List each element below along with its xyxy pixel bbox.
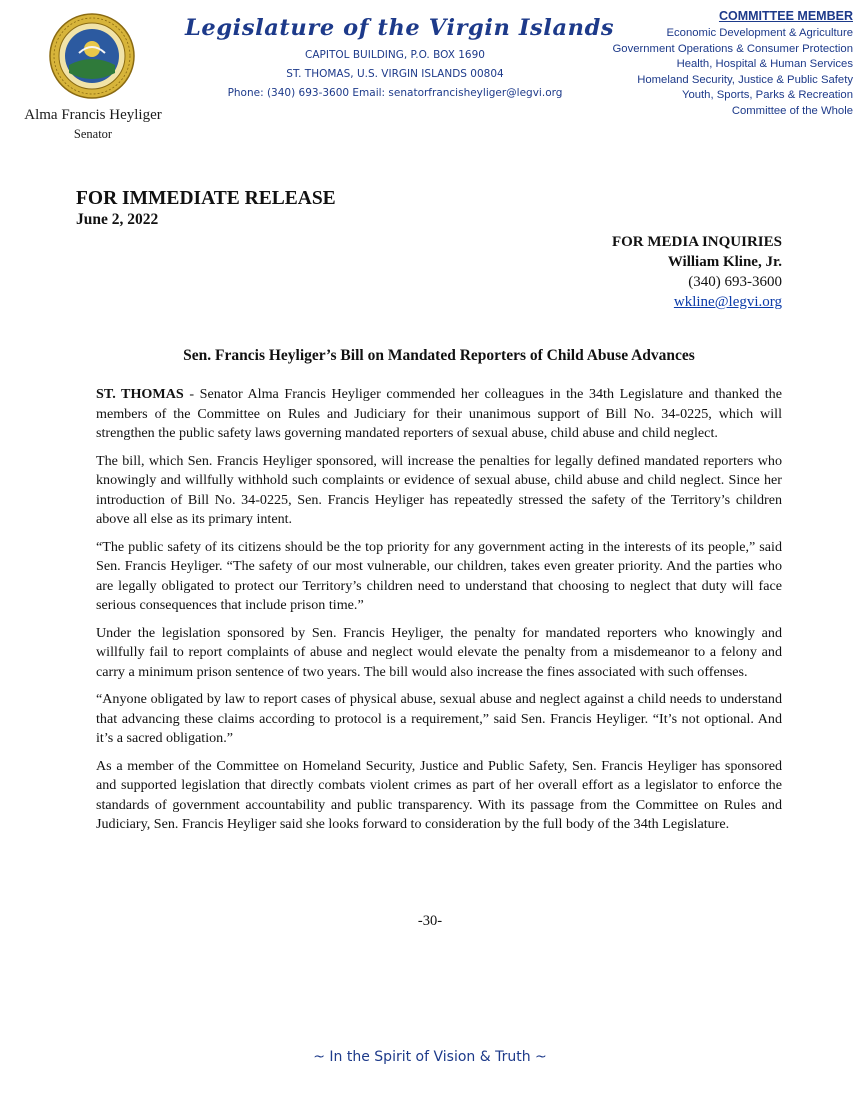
address-line-2: ST. THOMAS, U.S. VIRGIN ISLANDS 00804	[286, 68, 504, 80]
committee-list	[613, 26, 853, 120]
release-date: June 2, 2022	[76, 211, 159, 228]
committee-item: Homeland Security, Justice & Public Safety	[637, 73, 853, 86]
senator-name: Alma Francis Heyliger	[24, 107, 162, 123]
body-paragraph: “Anyone obligated by law to report cases of physical abuse, sexual abuse and neglect against a child needs to understand that advancing these claims according to protocol is a requirement,” said Sen. Francis Heyliger. “It’s not optional. And it’s a sacred obligation.”	[96, 691, 782, 746]
end-mark: -30-	[417, 913, 443, 929]
media-inquiries-block	[612, 232, 782, 312]
contact-line: Phone: (340) 693-3600 Email: senatorfrancisheyliger@legvi.org	[227, 87, 563, 99]
senator-title: Senator	[73, 127, 113, 141]
body-paragraph: As a member of the Committee on Homeland Security, Justice and Public Safety, Sen. Francis Heyliger has sponsored and supported legislation that directly combats violent crimes as part of her overall effort as a legislator to enforce the standards of government accountability and public transparency. With its passage from the Committee on Rules and Judiciary, Sen. Francis Heyliger said she looks forward to consideration by the full body of the 34th Legislature.	[96, 757, 782, 832]
media-label: FOR MEDIA INQUIRIES	[611, 234, 782, 250]
body-paragraph: “The public safety of its citizens should be the top priority for any government acting in the interests of its people,” said Sen. Francis Heyliger. “The safety of our most vulnerable, our children, takes even greater priority. And the parties who are legally obligated to protect our Territory’s children need to understand that choosing to neglect that duty will face serious consequences that include prison time.”	[96, 538, 782, 613]
press-release-headline: Sen. Francis Heyliger’s Bill on Mandated Reporters of Child Abuse Advances	[183, 347, 695, 364]
organization-title: Legislature of the Virgin Islands	[185, 15, 615, 41]
committee-item: Health, Hospital & Human Services	[676, 58, 853, 71]
media-contact-name: William Kline, Jr.	[667, 254, 782, 270]
legislature-seal-icon	[49, 13, 135, 99]
body-paragraph: ST. THOMAS - Senator Alma Francis Heyliger commended her colleagues in the 34th Legislature and thanked the members of the Committee on Rules and Judiciary for their unanimous support of Bill No. 34-0225, which will strengthen the public safety laws governing mandated reporters of sexual abuse, child abuse and child neglect.	[96, 386, 782, 441]
committee-item: Youth, Sports, Parks & Recreation	[681, 89, 853, 102]
body-paragraph: The bill, which Sen. Francis Heyliger sponsored, will increase the penalties for legally defined mandated reporters who knowingly and willfully withhold such complaints or evidence of sexual abuse, child abuse and child neglect. Since her introduction of Bill No. 34-0225, Sen. Francis Heyliger has repeatedly stressed the safety of the Territory’s children above all else as its primary intent.	[96, 452, 782, 527]
committee-heading: COMMITTEE MEMBER	[718, 9, 853, 23]
address-line-1: CAPITOL BUILDING, P.O. BOX 1690	[305, 49, 485, 61]
release-label: FOR IMMEDIATE RELEASE	[76, 188, 336, 209]
committee-item: Committee of the Whole	[731, 104, 853, 117]
footer-motto: ~ In the Spirit of Vision & Truth ~	[313, 1049, 547, 1065]
media-email-link[interactable]: wkline@legvi.org	[673, 294, 782, 310]
dateline: ST. THOMAS	[96, 386, 184, 402]
media-phone: (340) 693-3600	[688, 274, 782, 290]
committee-item: Economic Development & Agriculture	[666, 27, 853, 39]
committee-item: Government Operations & Consumer Protection	[612, 42, 853, 55]
body-paragraph: Under the legislation sponsored by Sen. Francis Heyliger, the penalty for mandated reporters who knowingly and willfully fail to report complaints of abuse and neglect would elevate the penalty from a misdemeanor to a felony and carry a minimum prison sentence of two years. The bill would also increase the fines associated with such offenses.	[96, 624, 782, 680]
press-release-body	[96, 385, 782, 843]
